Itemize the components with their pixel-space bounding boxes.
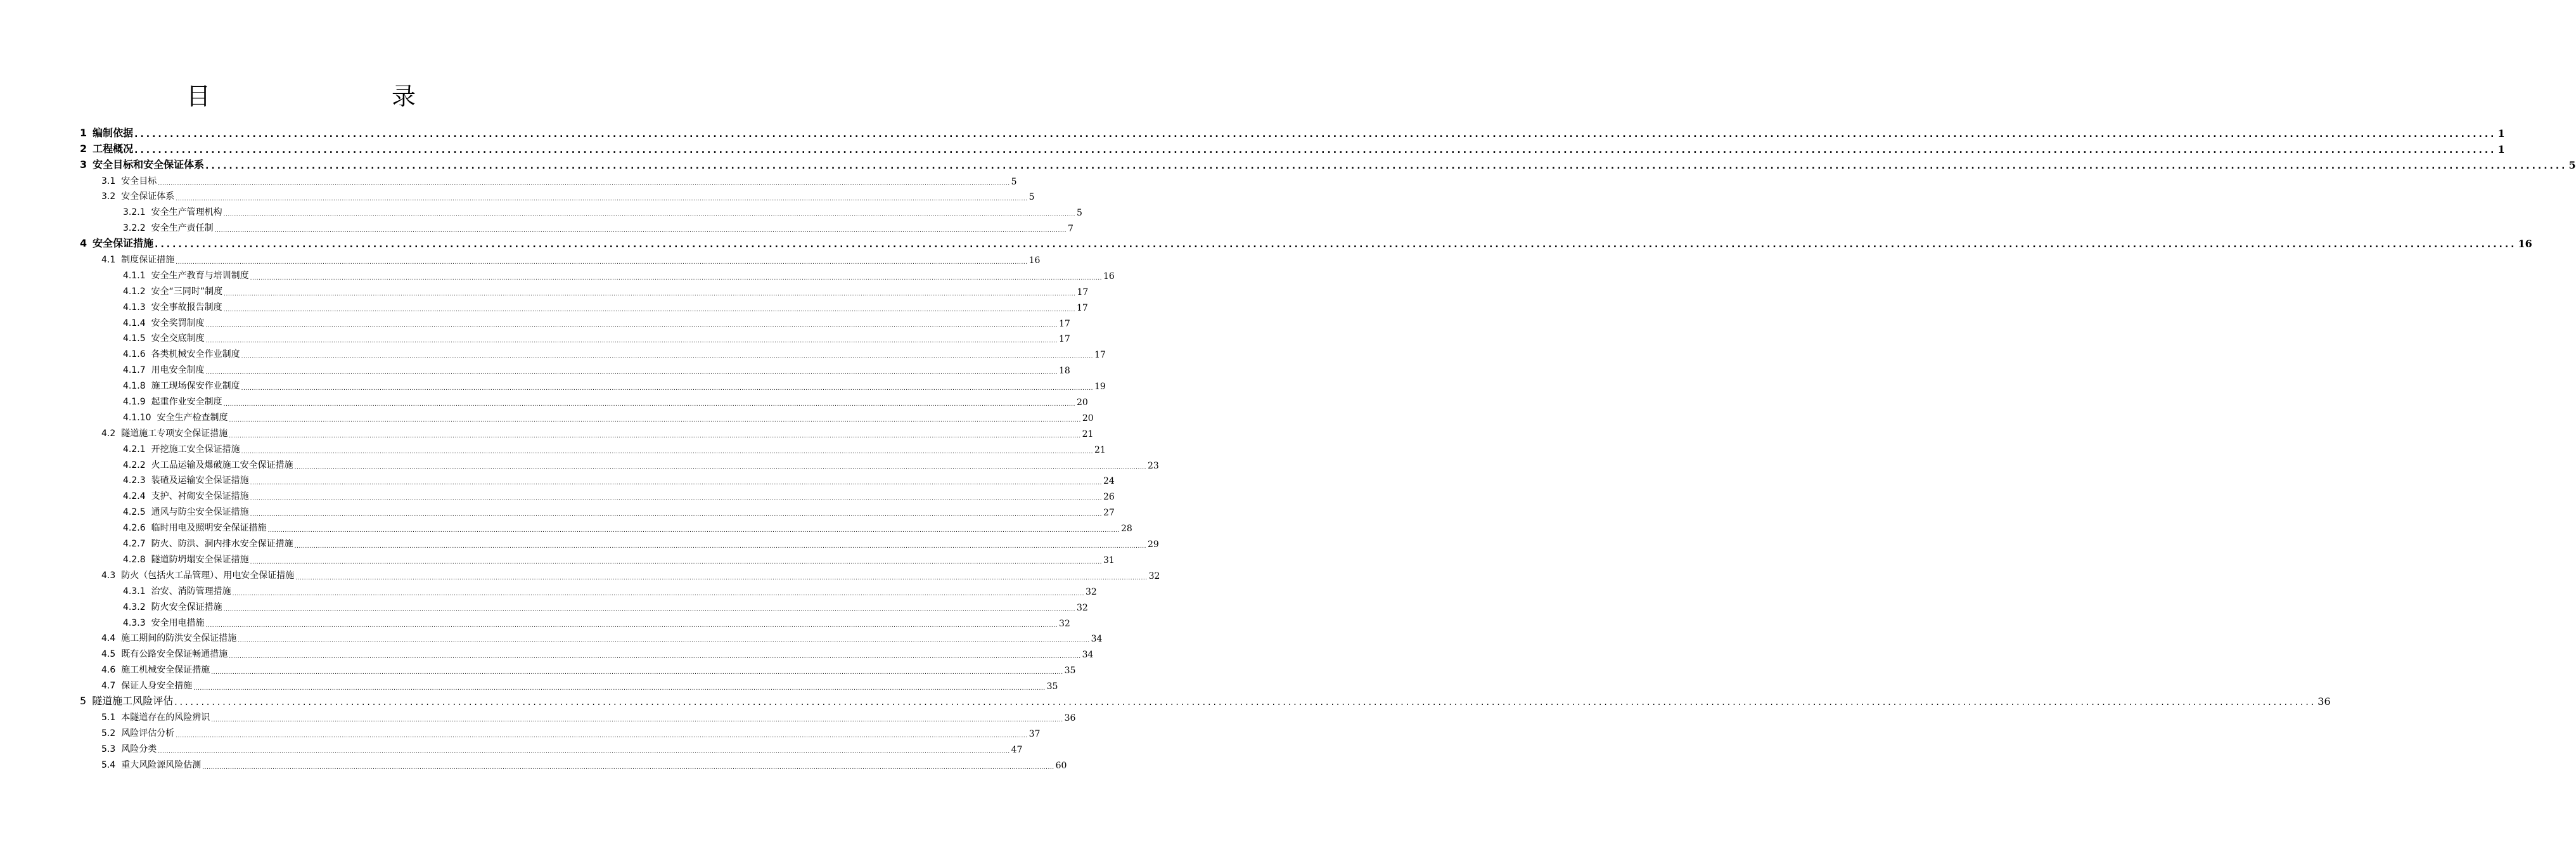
toc-page-number: 35 (1064, 666, 1076, 676)
toc-entry-number: 4.1.1 (123, 270, 146, 281)
toc-entry-level-2[interactable] (0, 725, 1041, 741)
toc-entry-label (101, 711, 210, 723)
toc-entry-level-2[interactable] (0, 646, 1094, 662)
toc-entry-level-3[interactable] (0, 331, 1070, 347)
toc-entry-level-3[interactable] (0, 378, 1106, 394)
toc-entry-number: 4.1.4 (123, 318, 146, 328)
toc-entry-number: 4.1.10 (123, 412, 151, 423)
toc-entry-number: 5.2 (101, 728, 116, 739)
toc-entry-title: 工程概况 (93, 142, 134, 155)
toc-entry-number: 4.3.2 (123, 602, 146, 612)
toc-page-number: 18 (1058, 366, 1070, 377)
toc-entry-label (123, 379, 240, 392)
toc-page-number: 16 (1028, 255, 1041, 266)
toc-entry-title: 治安、消防管理措施 (151, 586, 231, 597)
toc-entry-title: 防火（包括火工品管理）、用电安全保证措施 (121, 570, 295, 581)
toc-entry-level-2[interactable] (0, 631, 1103, 647)
toc-entry-title: 安全交底制度 (151, 333, 205, 344)
toc-entry-number: 4.3.3 (123, 617, 146, 628)
toc-entry-level-1[interactable] (0, 141, 2505, 157)
toc-entry-label (101, 663, 210, 676)
toc-entry-title: 安全“三同时”制度 (151, 286, 223, 297)
toc-entry-level-3[interactable] (0, 615, 1070, 631)
toc-leader-dots: ................................................................................................................................................................................................................................................................................................................................................................................................................ (176, 732, 1028, 739)
toc-entry-number: 4.6 (101, 665, 116, 676)
toc-entry-number: 4.1.8 (123, 381, 146, 392)
toc-entry-level-2[interactable] (0, 741, 1023, 757)
toc-entry-label (101, 742, 157, 755)
toc-leader-dots: ................................................................................................................................................................................................................................................................................................................................................................................................................ (223, 401, 1075, 408)
toc-entry-label (123, 269, 249, 281)
toc-leader-dots: ................................................................................................................................................................................................................................................................................................................................................................................................................ (176, 259, 1028, 266)
toc-entry-label (123, 553, 249, 565)
toc-leader-dots: ................................................................................................................................................................................................................................................................................................................................................................................................................ (229, 432, 1081, 439)
toc-page-number: 26 (1103, 492, 1115, 503)
toc-entry-label (101, 758, 201, 771)
toc-entry-title: 重大风险源风险估测 (121, 759, 202, 770)
toc-entry-title: 安全生产责任制 (151, 223, 214, 234)
toc-entry-level-1[interactable] (0, 694, 2331, 709)
toc-entry-label (123, 395, 222, 408)
toc-entry-label (123, 205, 222, 218)
toc-entry-title: 临时用电及照明安全保证措施 (151, 523, 267, 534)
toc-page-number: 19 (1094, 382, 1106, 392)
toc-page-number: 32 (1076, 602, 1088, 613)
toc-leader-dots: ................................................................................................................................................................................................................................................................................................................................................................................................................ (205, 160, 2568, 171)
toc-entry-title: 既有公路安全保证畅通措施 (121, 649, 228, 660)
toc-entry-number: 4.2.1 (123, 444, 146, 455)
toc-entry-level-1[interactable] (0, 126, 2505, 141)
toc-entry-title: 安全保证体系 (121, 191, 175, 202)
toc-entry-label (123, 521, 267, 534)
toc-entry-level-3[interactable] (0, 504, 1115, 520)
toc-leader-dots: ................................................................................................................................................................................................................................................................................................................................................................................................................ (250, 496, 1102, 503)
toc-entry-title: 隧道施工专项安全保证措施 (121, 428, 228, 439)
toc-page-number: 20 (1076, 397, 1088, 408)
toc-leader-dots: ................................................................................................................................................................................................................................................................................................................................................................................................................ (229, 416, 1081, 423)
toc-entry-level-1[interactable] (0, 157, 2576, 173)
toc-entry-title: 防火、防洪、洞内排水安全保证措施 (151, 539, 293, 550)
toc-entry-label (123, 347, 240, 360)
toc-entry-label (101, 253, 174, 266)
toc-entry-number: 4.2.4 (123, 491, 146, 502)
toc-entry-title: 装碴及运输安全保证措施 (151, 475, 249, 486)
toc-leader-dots: ................................................................................................................................................................................................................................................................................................................................................................................................................ (241, 354, 1093, 361)
toc-entry-title: 火工品运输及爆破施工安全保证措施 (151, 460, 293, 470)
toc-page-number: 16 (2518, 238, 2532, 250)
page-title: 目 录 (186, 82, 460, 110)
toc-entry-title: 安全用电措施 (151, 617, 205, 628)
toc-entry-title: 用电安全制度 (151, 365, 205, 376)
toc-entry-label (101, 174, 157, 187)
toc-entry-title: 编制依据 (93, 126, 134, 139)
toc-entry-label (123, 584, 231, 597)
toc-entry-label (123, 616, 205, 629)
toc-entry-number: 4.1.9 (123, 397, 146, 408)
toc-page-number: 36 (1064, 713, 1076, 723)
toc-leader-dots: ................................................................................................................................................................................................................................................................................................................................................................................................................ (250, 274, 1102, 281)
toc-leader-dots: ................................................................................................................................................................................................................................................................................................................................................................................................................ (295, 574, 1148, 581)
toc-entry-level-2[interactable] (0, 662, 1076, 678)
toc-entry-label (101, 427, 227, 439)
toc-leader-dots: ................................................................................................................................................................................................................................................................................................................................................................................................................ (205, 338, 1058, 345)
toc-entry-level-3[interactable] (0, 441, 1106, 457)
toc-entry-level-2[interactable] (0, 567, 1160, 583)
toc-entry-label (80, 235, 153, 250)
toc-entry-label (123, 285, 222, 297)
toc-leader-dots: ................................................................................................................................................................................................................................................................................................................................................................................................................ (224, 290, 1076, 297)
toc-entry-level-3[interactable] (0, 488, 1115, 504)
toc-entry-number: 4.5 (101, 649, 116, 660)
toc-entry-label (80, 157, 204, 171)
toc-leader-dots: ................................................................................................................................................................................................................................................................................................................................................................................................................ (176, 196, 1028, 203)
toc-page-number: 5 (2568, 158, 2576, 171)
toc-page-number: 29 (1147, 539, 1159, 550)
toc-leader-dots: ................................................................................................................................................................................................................................................................................................................................................................................................................ (211, 716, 1063, 723)
toc-entry-title: 支护、衬砌安全保证措施 (151, 491, 249, 502)
toc-entry-level-3[interactable] (0, 473, 1115, 489)
toc-entry-label (80, 125, 133, 139)
toc-entry-level-3[interactable] (0, 410, 1094, 425)
toc-entry-level-3[interactable] (0, 268, 1115, 283)
toc-leader-dots: ................................................................................................................................................................................................................................................................................................................................................................................................................ (223, 306, 1075, 313)
toc-entry-title: 安全生产检查制度 (157, 412, 228, 423)
toc-entry-number: 4.2.5 (123, 507, 146, 518)
toc-leader-dots: ................................................................................................................................................................................................................................................................................................................................................................................................................ (241, 385, 1093, 392)
toc-entry-label (101, 190, 174, 202)
toc-page-number: 20 (1082, 413, 1094, 423)
toc-leader-dots: ................................................................................................................................................................................................................................................................................................................................................................................................................ (294, 543, 1146, 550)
toc-leader-dots: ................................................................................................................................................................................................................................................................................................................................................................................................................ (294, 464, 1146, 471)
toc-entry-label (101, 679, 192, 692)
toc-entry-level-3[interactable] (0, 315, 1070, 331)
toc-entry-title: 安全目标 (121, 176, 157, 186)
toc-leader-dots: ................................................................................................................................................................................................................................................................................................................................................................................................................ (238, 638, 1090, 645)
toc-entry-level-3[interactable] (0, 299, 1088, 315)
toc-entry-title: 各类机械安全作业制度 (151, 349, 240, 360)
toc-entry-title: 起重作业安全制度 (151, 397, 222, 408)
toc-page-number: 17 (1058, 334, 1070, 345)
toc-entry-title: 安全生产管理机构 (151, 207, 222, 218)
toc-page-number: 34 (1082, 650, 1094, 661)
toc-entry-number: 3.2 (101, 191, 116, 202)
toc-page-number: 60 (1055, 760, 1067, 771)
toc-page-number: 5 (1076, 208, 1082, 219)
toc-leader-dots: ................................................................................................................................................................................................................................................................................................................................................................................................................ (232, 590, 1084, 597)
toc-page-number: 34 (1091, 634, 1103, 645)
toc-leader-dots: ................................................................................................................................................................................................................................................................................................................................................................................................................ (193, 685, 1046, 692)
table-of-contents (0, 126, 2576, 773)
toc-entry-number: 5.3 (101, 744, 116, 754)
toc-entry-level-3[interactable] (0, 457, 1159, 473)
toc-entry-number: 2 (80, 142, 87, 155)
toc-page-number: 21 (1082, 429, 1094, 439)
toc-entry-label (101, 631, 236, 644)
toc-entry-title: 安全生产教育与培训制度 (151, 270, 249, 281)
toc-entry-title: 安全保证措施 (93, 237, 154, 250)
toc-entry-number: 3.2.2 (123, 223, 146, 234)
toc-entry-title: 施工期间的防洪安全保证措施 (121, 633, 237, 644)
toc-entry-label (101, 569, 294, 581)
toc-entry-title: 安全奖罚制度 (151, 318, 205, 328)
toc-leader-dots: ................................................................................................................................................................................................................................................................................................................................................................................................................ (205, 322, 1058, 329)
toc-entry-title: 防火安全保证措施 (151, 602, 222, 612)
toc-entry-level-2[interactable] (0, 173, 1017, 189)
toc-page-number: 32 (1058, 618, 1070, 629)
toc-entry-title: 开挖施工安全保证措施 (151, 444, 240, 455)
toc-page-number: 17 (1094, 350, 1106, 361)
toc-entry-title: 安全事故报告制度 (151, 302, 222, 313)
toc-entry-level-2[interactable] (0, 709, 1076, 725)
toc-leader-dots: ................................................................................................................................................................................................................................................................................................................................................................................................................ (223, 212, 1075, 219)
toc-entry-level-3[interactable] (0, 362, 1070, 378)
toc-entry-label (80, 141, 133, 155)
toc-entry-title: 通风与防尘安全保证措施 (151, 507, 249, 518)
toc-entry-level-3[interactable] (0, 204, 1082, 220)
toc-entry-number: 4.2 (101, 428, 116, 439)
toc-entry-number: 3 (80, 158, 87, 171)
toc-entry-number: 4 (80, 237, 87, 250)
toc-leader-dots: ................................................................................................................................................................................................................................................................................................................................................................................................................ (214, 228, 1067, 235)
toc-entry-label (123, 600, 222, 613)
toc-page-number: 16 (1103, 271, 1115, 281)
toc-entry-label (123, 474, 249, 486)
toc-page-number: 23 (1147, 460, 1159, 471)
toc-entry-label (123, 458, 293, 471)
toc-entry-level-2[interactable] (0, 425, 1094, 441)
toc-entry-number: 5 (80, 694, 87, 707)
toc-leader-dots: ................................................................................................................................................................................................................................................................................................................................................................................................................ (250, 512, 1102, 519)
toc-entry-number: 4.3.1 (123, 586, 146, 597)
toc-leader-dots: ................................................................................................................................................................................................................................................................................................................................................................................................................ (250, 558, 1102, 565)
toc-leader-dots: ................................................................................................................................................................................................................................................................................................................................................................................................................ (267, 527, 1120, 534)
toc-leader-dots: ................................................................................................................................................................................................................................................................................................................................................................................................................ (202, 764, 1054, 771)
toc-leader-dots: ................................................................................................................................................................................................................................................................................................................................................................................................................ (229, 654, 1081, 661)
toc-entry-level-3[interactable] (0, 283, 1089, 299)
toc-entry-number: 4.4 (101, 633, 116, 644)
toc-entry-number: 3.2.1 (123, 207, 146, 218)
toc-page-number: 5 (1028, 192, 1035, 203)
toc-leader-dots: ................................................................................................................................................................................................................................................................................................................................................................................................................ (250, 480, 1102, 487)
toc-entry-title: 隧道施工风险评估 (92, 694, 174, 707)
toc-leader-dots: ................................................................................................................................................................................................................................................................................................................................................................................................................ (134, 129, 2497, 139)
toc-entry-number: 4.1.3 (123, 302, 146, 313)
toc-entry-level-3[interactable] (0, 346, 1106, 362)
toc-entry-title: 本隧道存在的风险辨识 (121, 712, 210, 723)
toc-page-number: 31 (1103, 555, 1115, 565)
toc-page-number: 7 (1067, 224, 1073, 235)
toc-entry-number: 4.1.5 (123, 333, 146, 344)
toc-leader-dots: ................................................................................................................................................................................................................................................................................................................................................................................................................ (241, 448, 1093, 455)
toc-entry-number: 4.1.2 (123, 286, 146, 297)
toc-page-number: 5 (1011, 176, 1017, 187)
toc-entry-level-2[interactable] (0, 189, 1035, 205)
toc-leader-dots: ................................................................................................................................................................................................................................................................................................................................................................................................................ (205, 370, 1058, 377)
toc-entry-number: 4.1 (101, 255, 116, 266)
toc-entry-number: 4.2.7 (123, 539, 146, 550)
toc-entry-level-3[interactable] (0, 599, 1088, 615)
toc-entry-number: 4.7 (101, 681, 116, 692)
toc-entry-level-3[interactable] (0, 536, 1159, 552)
toc-entry-number: 4.2.6 (123, 523, 146, 534)
toc-page-number: 36 (2317, 695, 2331, 707)
toc-page-number: 32 (1085, 586, 1097, 597)
toc-entry-label (123, 363, 205, 376)
toc-entry-title: 制度保证措施 (121, 255, 175, 266)
toc-entry-title: 施工机械安全保证措施 (121, 665, 210, 676)
toc-entry-number: 4.2.2 (123, 460, 146, 470)
toc-page-number: 32 (1148, 571, 1160, 581)
toc-entry-label (123, 221, 214, 234)
toc-page-number: 17 (1077, 287, 1089, 297)
toc-page-number: 27 (1103, 508, 1115, 519)
toc-entry-label (101, 647, 227, 660)
toc-entry-title: 安全目标和安全保证体系 (93, 158, 205, 171)
toc-entry-title: 风险分类 (121, 744, 157, 754)
toc-entry-label (123, 411, 228, 423)
toc-entry-level-3[interactable] (0, 552, 1115, 567)
toc-entry-number: 4.3 (101, 570, 116, 581)
toc-entry-number: 1 (80, 126, 87, 139)
toc-entry-number: 4.2.3 (123, 475, 146, 486)
toc-entry-label (80, 693, 173, 707)
toc-page-number: 21 (1094, 444, 1106, 455)
toc-page-number: 37 (1028, 728, 1041, 739)
toc-leader-dots: ................................................................................................................................................................................................................................................................................................................................................................................................................ (155, 240, 2517, 250)
toc-entry-number: 4.1.7 (123, 365, 146, 376)
toc-entry-label (123, 489, 249, 502)
toc-leader-dots: ................................................................................................................................................................................................................................................................................................................................................................................................................ (174, 697, 2317, 707)
toc-leader-dots: ................................................................................................................................................................................................................................................................................................................................................................................................................ (211, 669, 1063, 676)
toc-entry-level-3[interactable] (0, 394, 1088, 410)
toc-entry-title: 隧道防坍塌安全保证措施 (151, 554, 249, 565)
toc-entry-label (123, 300, 222, 313)
toc-entry-level-2[interactable] (0, 252, 1041, 268)
toc-leader-dots: ................................................................................................................................................................................................................................................................................................................................................................................................................ (223, 606, 1075, 613)
toc-leader-dots: ................................................................................................................................................................................................................................................................................................................................................................................................................ (205, 622, 1058, 629)
toc-entry-label (123, 442, 240, 455)
toc-page-number: 35 (1046, 681, 1058, 692)
toc-entry-number: 3.1 (101, 176, 116, 186)
toc-entry-label (101, 726, 174, 739)
toc-page-number: 28 (1120, 524, 1132, 534)
toc-entry-level-3[interactable] (0, 220, 1073, 236)
toc-entry-level-3[interactable] (0, 520, 1132, 536)
toc-entry-level-2[interactable] (0, 757, 1067, 773)
toc-entry-number: 5.4 (101, 759, 116, 770)
toc-page-number: 47 (1011, 744, 1023, 755)
toc-page-number: 17 (1076, 302, 1088, 313)
toc-entry-number: 5.1 (101, 712, 116, 723)
toc-entry-label (123, 332, 205, 344)
toc-entry-title: 保证人身安全措施 (121, 681, 193, 692)
toc-page-number: 1 (2497, 127, 2505, 139)
toc-entry-label (123, 316, 205, 329)
toc-entry-number: 4.2.8 (123, 554, 146, 565)
toc-page-number: 24 (1103, 476, 1115, 487)
toc-entry-level-1[interactable] (0, 236, 2532, 252)
toc-entry-title: 风险评估分析 (121, 728, 175, 739)
toc-entry-label (123, 505, 249, 518)
toc-leader-dots: ................................................................................................................................................................................................................................................................................................................................................................................................................ (158, 748, 1010, 755)
toc-leader-dots: ................................................................................................................................................................................................................................................................................................................................................................................................................ (158, 180, 1010, 187)
toc-entry-title: 施工现场保安作业制度 (151, 381, 240, 392)
toc-entry-number: 4.1.6 (123, 349, 146, 360)
toc-page-number: 17 (1058, 318, 1070, 329)
toc-page-number: 1 (2497, 143, 2505, 155)
toc-entry-level-3[interactable] (0, 583, 1097, 599)
toc-leader-dots: ................................................................................................................................................................................................................................................................................................................................................................................................................ (134, 145, 2497, 155)
toc-entry-label (123, 537, 293, 550)
toc-entry-level-2[interactable] (0, 678, 1058, 694)
